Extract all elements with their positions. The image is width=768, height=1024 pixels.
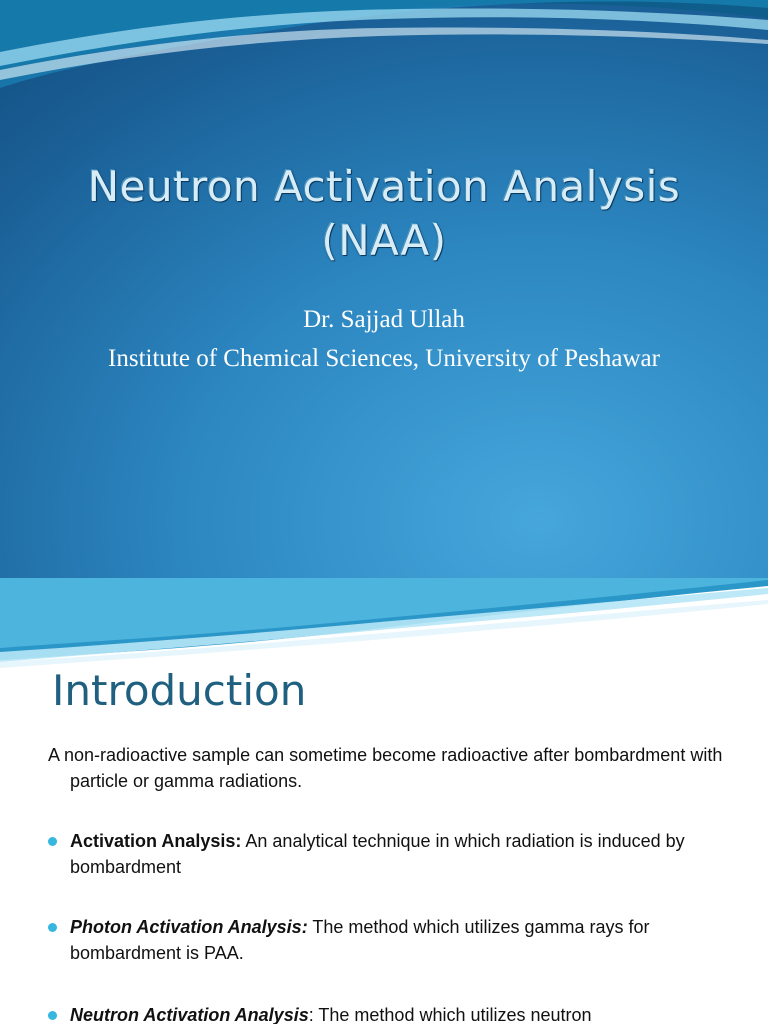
bullet-term: Neutron Activation Analysis bbox=[70, 1005, 309, 1024]
intro-paragraph: A non-radioactive sample can sometime become radioactive after bombardment with particle or gamma radiations. bbox=[48, 745, 723, 791]
bullet-term: Activation Analysis: bbox=[70, 831, 242, 851]
bullet-dot-icon bbox=[48, 837, 57, 846]
bullet-text: An analytical technique in which radiation is induced by bombardment bbox=[70, 831, 685, 877]
slide-title bbox=[0, 160, 768, 268]
author-name: Dr. Sajjad Ullah bbox=[303, 306, 465, 333]
slide-heading: Introduction bbox=[52, 666, 307, 715]
bullet-text: : The method which utilizes neutron bbox=[308, 1005, 592, 1024]
introduction-slide bbox=[0, 578, 768, 1024]
slide-title-line-2: (NAA) bbox=[321, 216, 447, 265]
wave-decoration bbox=[0, 578, 768, 668]
bullet-photon-activation-analysis bbox=[48, 914, 750, 966]
wave-decoration bbox=[0, 0, 768, 100]
bullet-term: Photon Activation Analysis: bbox=[70, 917, 308, 937]
bullet-text: The method which utilizes gamma rays for bombardment is PAA. bbox=[70, 917, 650, 963]
bullet-dot-icon bbox=[48, 923, 57, 932]
author-affiliation: Institute of Chemical Sciences, University of Peshawar bbox=[108, 345, 660, 372]
bullet-activation-analysis bbox=[48, 828, 750, 880]
slide-title-line-1: Neutron Activation Analysis bbox=[87, 162, 681, 211]
bullet-dot-icon bbox=[48, 1011, 57, 1020]
bullet-neutron-activation-analysis bbox=[48, 1002, 750, 1024]
